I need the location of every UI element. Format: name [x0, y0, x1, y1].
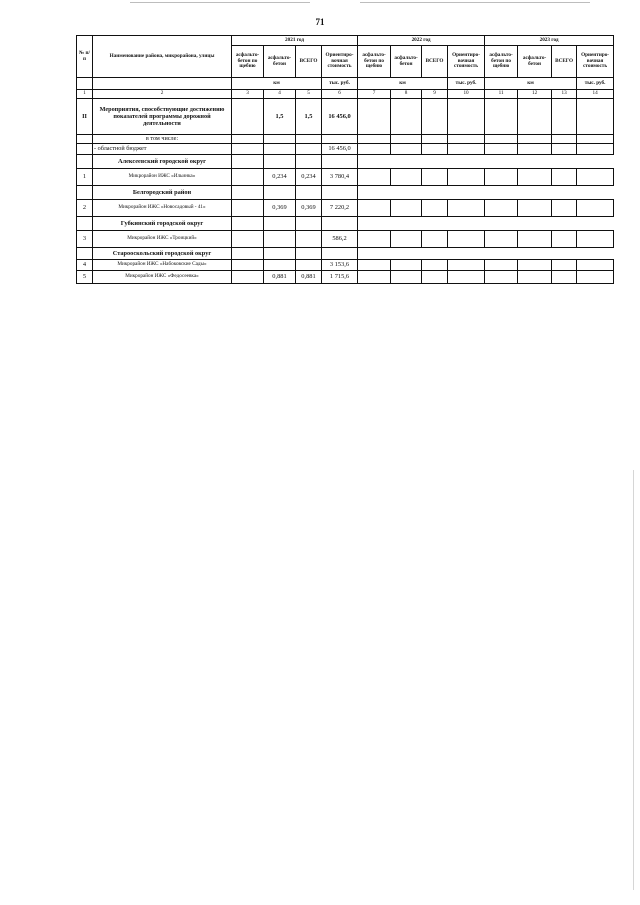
empty-cell — [358, 200, 391, 217]
empty-cell — [296, 248, 322, 260]
row-asphalt — [264, 231, 296, 248]
row-total — [296, 260, 322, 271]
header-asphalt: асфальто-бетон — [518, 46, 552, 78]
header-asphalt: асфальто-бетон — [391, 46, 422, 78]
empty-cell — [577, 144, 614, 155]
road-works-table — [76, 35, 614, 284]
empty-cell — [296, 144, 322, 155]
region-name: Алексеевский городской округ — [93, 155, 232, 169]
unit-km: км — [358, 78, 448, 90]
header-total: ВСЕГО — [552, 46, 577, 78]
unit-rub: тыс. руб. — [577, 78, 614, 90]
table-row — [77, 169, 614, 186]
row-name: Микрорайон ИЖС «Троицкий» — [93, 231, 232, 248]
empty-cell — [322, 155, 358, 169]
column-number: 10 — [448, 90, 485, 99]
row-total: 0,369 — [296, 200, 322, 217]
empty-cell — [264, 144, 296, 155]
page-number: 71 — [315, 17, 325, 27]
empty-cell — [518, 231, 552, 248]
empty-cell — [518, 99, 552, 135]
column-number: 11 — [485, 90, 518, 99]
row-asphalt-gravel — [232, 260, 264, 271]
column-number: 1 — [77, 90, 93, 99]
empty-cell — [552, 144, 577, 155]
empty-cell — [485, 144, 518, 155]
empty-cell — [552, 260, 577, 271]
region-name: Губкинский городской округ — [93, 217, 232, 231]
empty-cell — [358, 135, 391, 144]
empty-cell — [422, 144, 448, 155]
empty-cell — [422, 271, 448, 284]
empty-cell — [232, 155, 264, 169]
empty-cell — [485, 271, 518, 284]
empty-cell — [577, 200, 614, 217]
row-name: в том числе: — [93, 135, 232, 144]
table-row-budget — [77, 144, 614, 155]
row-total: 1,5 — [296, 99, 322, 135]
header-name: Наименование района, микрорайона, улицы — [93, 36, 232, 78]
empty-cell — [391, 169, 422, 186]
empty-cell — [391, 200, 422, 217]
row-cost: 7 220,2 — [322, 200, 358, 217]
row-asphalt: 1,5 — [264, 99, 296, 135]
empty-cell — [448, 144, 485, 155]
empty-cell — [264, 135, 296, 144]
region-name: Белгородский район — [93, 186, 232, 200]
empty-cell — [448, 271, 485, 284]
empty-cell — [264, 248, 296, 260]
row-name: Мероприятия, способствующие достижению показателей программы дорожной деятельности — [93, 99, 232, 135]
empty-cell — [391, 231, 422, 248]
empty-cell — [518, 135, 552, 144]
table-row — [77, 231, 614, 248]
header-year-2023: 2023 год — [485, 36, 614, 46]
unit-km: км — [485, 78, 577, 90]
table-row — [77, 260, 614, 271]
row-cost: 3 780,4 — [322, 169, 358, 186]
empty-cell — [232, 144, 264, 155]
empty-cell — [552, 99, 577, 135]
empty-cell — [232, 135, 264, 144]
empty-cell — [552, 135, 577, 144]
empty-cell — [232, 217, 264, 231]
scan-margin-line — [633, 470, 634, 890]
empty-cell — [296, 155, 322, 169]
empty-cell — [518, 200, 552, 217]
empty-cell — [422, 169, 448, 186]
empty-cell — [422, 260, 448, 271]
row-cost: 586,2 — [322, 231, 358, 248]
table-row-region — [77, 155, 614, 169]
column-number: 9 — [422, 90, 448, 99]
row-asphalt-gravel — [232, 99, 264, 135]
empty-cell — [448, 99, 485, 135]
empty-cell — [577, 99, 614, 135]
column-number: 12 — [518, 90, 552, 99]
header-cost: Ориентиро-вочная стоимость — [448, 46, 485, 78]
column-number: 5 — [296, 90, 322, 99]
empty-cell — [577, 135, 614, 144]
table-row — [77, 200, 614, 217]
empty-cell — [264, 186, 296, 200]
empty-cell — [448, 135, 485, 144]
empty-cell — [448, 231, 485, 248]
header-row-years — [77, 36, 614, 46]
empty-cell — [577, 169, 614, 186]
region-name: Старооскольский городской округ — [93, 248, 232, 260]
empty-cell — [391, 144, 422, 155]
empty-cell — [296, 186, 322, 200]
empty-cell — [518, 144, 552, 155]
row-total: 0,234 — [296, 169, 322, 186]
empty-cell — [485, 200, 518, 217]
row-asphalt-gravel — [232, 200, 264, 217]
empty-cell — [358, 260, 391, 271]
header-year-2021: 2021 год — [232, 36, 358, 46]
empty-cell — [358, 99, 391, 135]
header-total: ВСЕГО — [296, 46, 322, 78]
empty-cell — [552, 169, 577, 186]
empty-cell — [422, 135, 448, 144]
empty-cell — [422, 231, 448, 248]
row-asphalt-gravel — [232, 169, 264, 186]
column-number: 4 — [264, 90, 296, 99]
empty-cell — [358, 271, 391, 284]
row-asphalt-gravel — [232, 231, 264, 248]
empty-cell — [358, 231, 391, 248]
column-number: 7 — [358, 90, 391, 99]
empty-cell — [358, 169, 391, 186]
empty-cell — [552, 200, 577, 217]
row-total: 0,881 — [296, 271, 322, 284]
header-cost: Ориентиро-вочная стоимость — [322, 46, 358, 78]
row-name: Микрорайон ИЖС «Ильинка» — [93, 169, 232, 186]
row-asphalt: 0,234 — [264, 169, 296, 186]
empty-cell — [232, 186, 264, 200]
row-cost: 16 456,0 — [322, 144, 358, 155]
row-cost: 3 153,6 — [322, 260, 358, 271]
empty-cell — [322, 135, 358, 144]
empty-cell — [77, 186, 93, 200]
empty-cell — [577, 231, 614, 248]
empty-cell — [358, 144, 391, 155]
empty-cell — [485, 260, 518, 271]
row-num: 3 — [77, 231, 93, 248]
row-asphalt: 0,881 — [264, 271, 296, 284]
row-num: II — [77, 99, 93, 135]
row-name: Микрорайон ИЖС «Набоковские Сады» — [93, 260, 232, 271]
table-row-section — [77, 99, 614, 135]
empty-cell — [448, 169, 485, 186]
empty-cell — [448, 200, 485, 217]
empty-cell — [577, 271, 614, 284]
empty-cell — [422, 99, 448, 135]
row-asphalt — [264, 260, 296, 271]
unit-rub: тыс. руб. — [448, 78, 485, 90]
row-num — [77, 144, 93, 155]
empty-cell — [322, 186, 358, 200]
units-empty — [77, 78, 93, 90]
header-asphalt: асфальто-бетон — [264, 46, 296, 78]
empty-cell — [77, 217, 93, 231]
empty-cell — [577, 260, 614, 271]
empty-cell — [391, 271, 422, 284]
row-name: Микрорайон ИЖС «Федосеевка» — [93, 271, 232, 284]
row-asphalt: 0,369 — [264, 200, 296, 217]
row-num: 1 — [77, 169, 93, 186]
empty-cell — [448, 260, 485, 271]
row-num — [77, 135, 93, 144]
empty-cell — [518, 260, 552, 271]
scan-edge-line — [130, 2, 310, 3]
empty-cell — [264, 217, 296, 231]
header-asphalt-gravel: асфальто-бетон по щебню — [358, 46, 391, 78]
row-name: Микрорайон ИЖС «Новосадовый - 41» — [93, 200, 232, 217]
column-number-row — [77, 90, 614, 99]
header-year-2022: 2022 год — [358, 36, 485, 46]
empty-cell — [296, 217, 322, 231]
empty-cell — [422, 200, 448, 217]
scan-edge-line — [360, 2, 590, 3]
row-total — [296, 231, 322, 248]
row-num: 4 — [77, 260, 93, 271]
empty-cell — [518, 169, 552, 186]
table-row-region — [77, 217, 614, 231]
empty-cell — [232, 248, 264, 260]
table-row — [77, 271, 614, 284]
row-asphalt-gravel — [232, 271, 264, 284]
empty-cell — [77, 248, 93, 260]
empty-cell — [485, 169, 518, 186]
empty-cell — [391, 135, 422, 144]
column-number: 6 — [322, 90, 358, 99]
empty-cell — [296, 135, 322, 144]
empty-cell — [322, 248, 358, 260]
header-asphalt-gravel: асфальто-бетон по щебню — [485, 46, 518, 78]
header-total: ВСЕГО — [422, 46, 448, 78]
empty-cell — [391, 99, 422, 135]
table-row-region — [77, 186, 614, 200]
table-row-subtitle — [77, 135, 614, 144]
row-name: - областной бюджет — [93, 144, 232, 155]
empty-cell — [485, 135, 518, 144]
row-cost: 1 715,6 — [322, 271, 358, 284]
column-number: 13 — [552, 90, 577, 99]
unit-rub: тыс. руб. — [322, 78, 358, 90]
units-empty — [93, 78, 232, 90]
column-number: 2 — [93, 90, 232, 99]
row-cost: 16 456,0 — [322, 99, 358, 135]
row-num: 2 — [77, 200, 93, 217]
column-number: 8 — [391, 90, 422, 99]
empty-cell — [485, 231, 518, 248]
header-num: № п/п — [77, 36, 93, 78]
empty-cell — [518, 271, 552, 284]
row-num: 5 — [77, 271, 93, 284]
column-number: 14 — [577, 90, 614, 99]
header-asphalt-gravel: асфальто-бетон по щебню — [232, 46, 264, 78]
empty-cell — [264, 155, 296, 169]
table-row-region — [77, 248, 614, 260]
empty-cell — [77, 155, 93, 169]
unit-km: км — [232, 78, 322, 90]
empty-cell — [552, 231, 577, 248]
header-row-units — [77, 78, 614, 90]
header-cost: Ориентиро-вочная стоимость — [577, 46, 614, 78]
empty-cell — [391, 260, 422, 271]
empty-cell — [322, 217, 358, 231]
empty-cell — [485, 99, 518, 135]
empty-cell — [552, 271, 577, 284]
column-number: 3 — [232, 90, 264, 99]
